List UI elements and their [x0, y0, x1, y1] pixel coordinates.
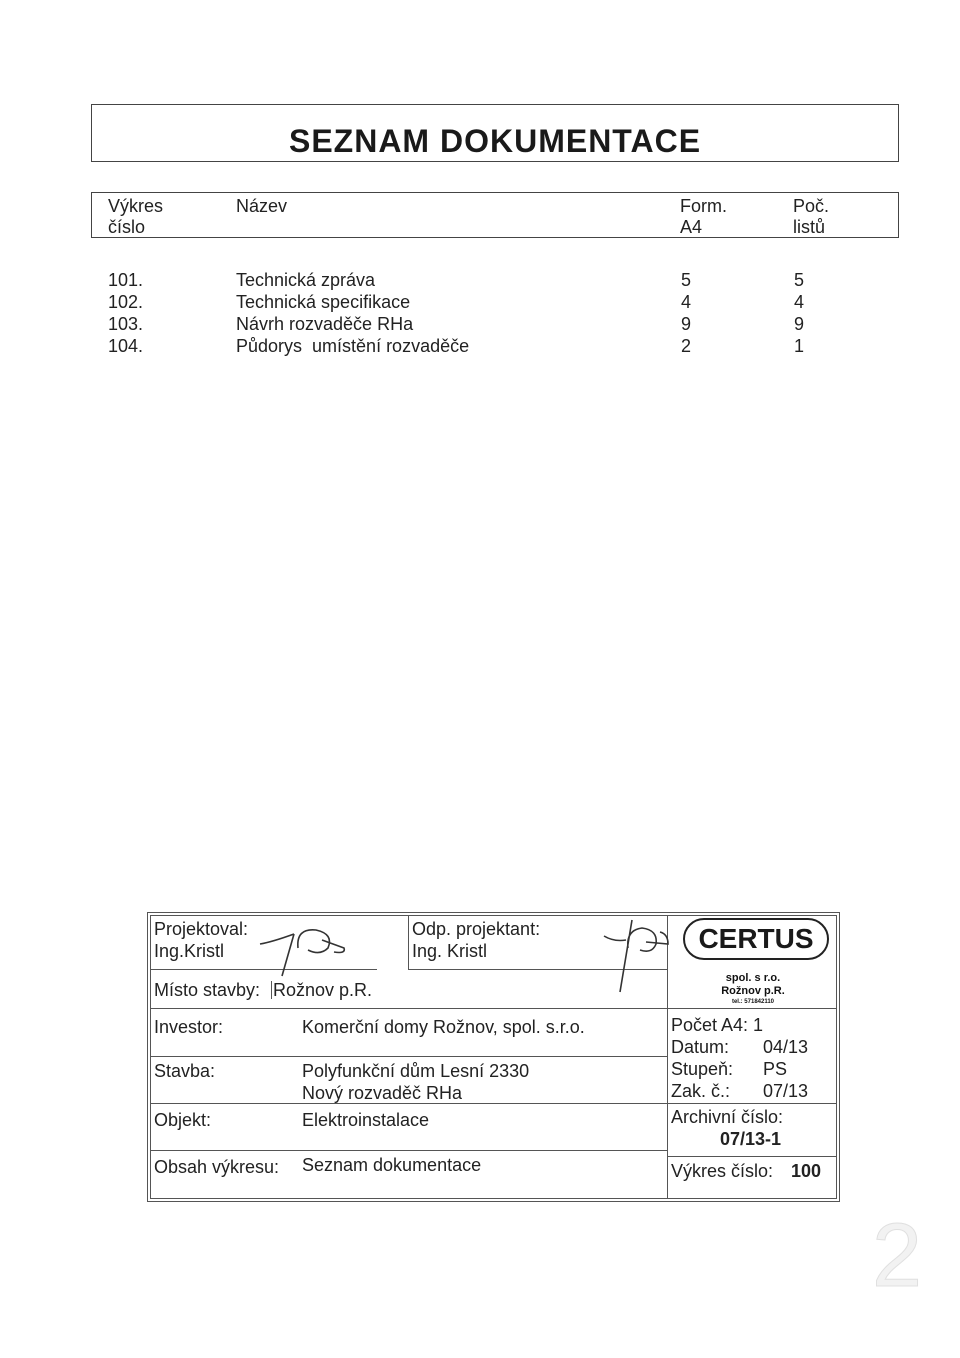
- header-form-line2: A4: [680, 217, 703, 237]
- row-form: 4: [681, 292, 692, 312]
- company-line1: spol. s r.o.: [725, 972, 781, 984]
- row-cislo: 102.: [108, 292, 144, 312]
- table-header: [91, 192, 899, 238]
- investor-label: Investor:: [154, 1017, 224, 1037]
- header-nazev: Název: [236, 196, 288, 216]
- row-cislo: 103.: [108, 314, 144, 334]
- obsah-value: Seznam dokumentace: [302, 1155, 482, 1175]
- objekt-label: Objekt:: [154, 1110, 212, 1130]
- divider: [150, 1103, 837, 1104]
- misto-stavby-label: Místo stavby:: [154, 980, 261, 1000]
- title-box: [91, 104, 899, 162]
- datum-label: Datum:: [671, 1037, 730, 1057]
- row-nazev: Půdorys umístění rozvaděče: [236, 336, 470, 356]
- vykres-value: 100: [791, 1161, 822, 1181]
- projektoval-name: Ing.Kristl: [154, 941, 225, 961]
- stupen-value: PS: [763, 1059, 788, 1079]
- header-form: [680, 196, 727, 238]
- projektoval-label: Projektoval:: [154, 919, 249, 939]
- obsah-label: Obsah výkresu:: [154, 1157, 280, 1177]
- header-poc: Poč.: [793, 196, 830, 216]
- row-cislo: 101.: [108, 270, 144, 290]
- stavba-line2: Nový rozvaděč RHa: [302, 1083, 463, 1103]
- row-form: 2: [681, 336, 692, 356]
- page-number: 2: [872, 1206, 923, 1306]
- investor-value: Komerční domy Rožnov, spol. s.r.o.: [302, 1017, 585, 1037]
- row-cislo: 104.: [108, 336, 144, 356]
- row-pocet: 5: [794, 270, 805, 290]
- row-pocet: 9: [794, 314, 805, 334]
- divider: [150, 1056, 667, 1057]
- header-form-line1: Form.: [680, 196, 727, 216]
- archiv-value: 07/13-1: [720, 1129, 782, 1149]
- row-nazev: Technická zpráva: [236, 270, 376, 290]
- row-form: 5: [681, 270, 692, 290]
- row-pocet: 4: [794, 292, 805, 312]
- divider: [408, 915, 409, 969]
- stavba-label: Stavba:: [154, 1061, 216, 1081]
- odp-projektant-name: Ing. Kristl: [412, 941, 488, 961]
- header-cislo: číslo: [108, 217, 146, 237]
- archiv-label: Archivní číslo:: [671, 1107, 784, 1127]
- row-nazev: Technická specifikace: [236, 292, 411, 312]
- zak-value: 07/13: [763, 1081, 809, 1101]
- header-vykres: Výkres: [108, 196, 164, 216]
- header-vykres-cislo: [108, 196, 163, 238]
- company-line2: Rožnov p.R.: [721, 985, 785, 997]
- row-nazev: Návrh rozvaděče RHa: [236, 314, 414, 334]
- divider: [150, 1150, 667, 1151]
- pocet-a4: Počet A4: 1: [671, 1015, 764, 1035]
- header-listu: listů: [793, 217, 826, 237]
- signature-odp-icon: [600, 918, 680, 998]
- company-logo: CERTUS: [683, 918, 829, 960]
- row-form: 9: [681, 314, 692, 334]
- divider: [668, 1156, 837, 1157]
- signature-projektoval-icon: [252, 918, 362, 978]
- company-tel: tel.: 571842110: [731, 999, 775, 1005]
- stupen-label: Stupeň:: [671, 1059, 734, 1079]
- vykres-label: Výkres číslo:: [671, 1161, 774, 1181]
- divider: [150, 1008, 837, 1009]
- objekt-value: Elektroinstalace: [302, 1110, 430, 1130]
- odp-projektant-label: Odp. projektant:: [412, 919, 541, 939]
- misto-marker: [271, 981, 272, 999]
- document-title: SEZNAM DOKUMENTACE: [288, 123, 702, 159]
- misto-stavby-value: Rožnov p.R.: [273, 980, 373, 1000]
- zak-label: Zak. č.:: [671, 1081, 731, 1101]
- header-pocet-listu: [793, 196, 829, 238]
- datum-value: 04/13: [763, 1037, 809, 1057]
- stavba-line1: Polyfunkční dům Lesní 2330: [302, 1061, 530, 1081]
- row-pocet: 1: [794, 336, 805, 356]
